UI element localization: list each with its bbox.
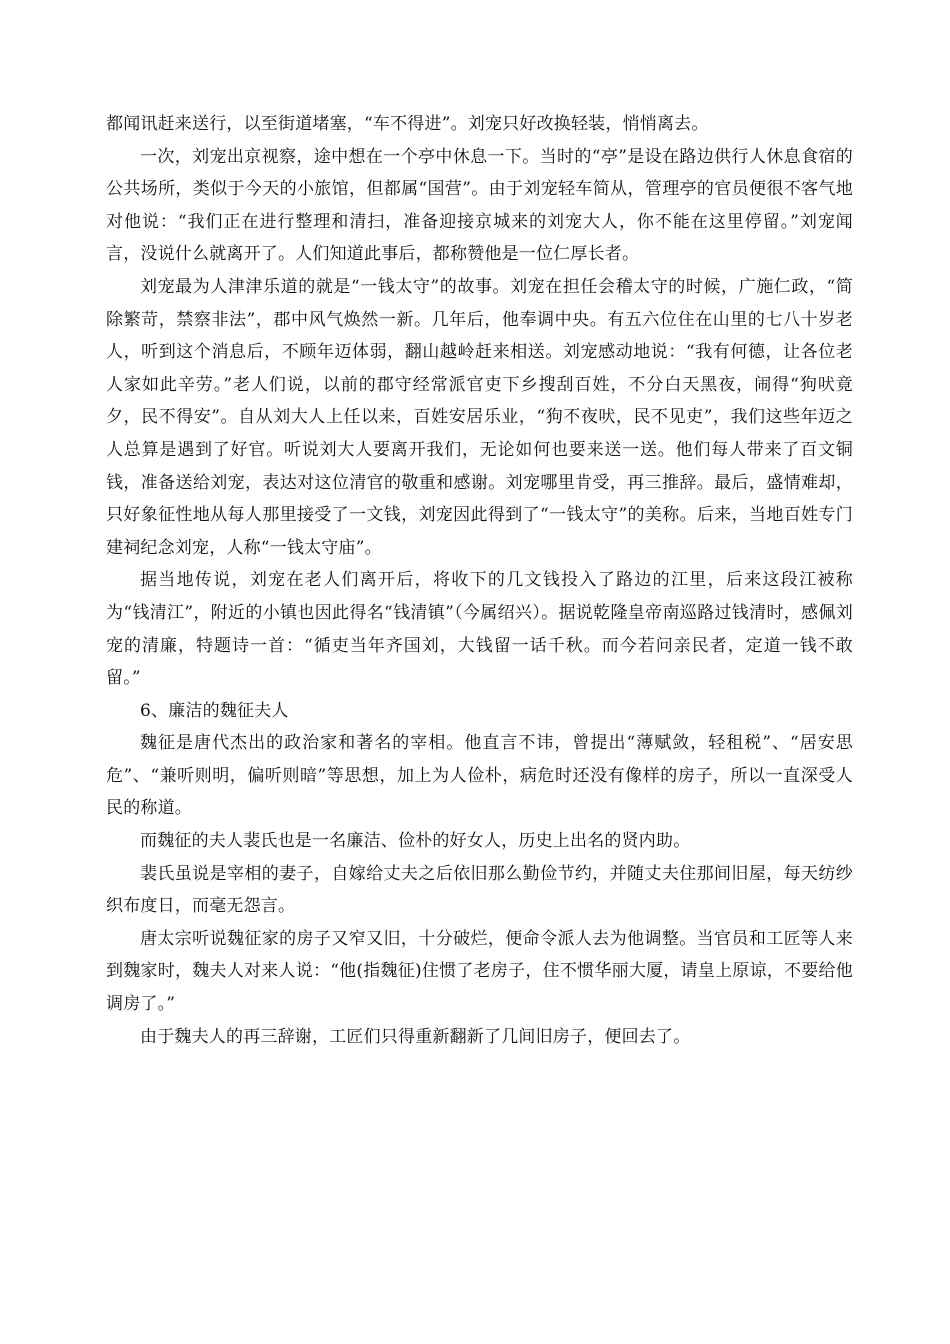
section-heading: 6、廉洁的魏征夫人 bbox=[140, 700, 289, 721]
paragraph-continuation: 都闻讯赶来送行，以至街道堵塞，“车不得进”。刘宠只好改换轻装，悄悄离去。 bbox=[106, 114, 709, 134]
paragraph: 一次，刘宠出京视察，途中想在一个亭中休息一下。当时的“亭”是设在路边供行人休息食宿的公共场所，类似于今天的小旅馆，但都属“国营”。由于刘宠轻车简从，管理亭的官员便很不客气地对他说：“我们正在进行整理和清扫，准备迎接京城来的刘宠大人，你不能在这里停留。”刘宠闻言，没说什么就离开了。人们知道此事后，都称赞他是一位仁厚长者。 bbox=[106, 146, 853, 265]
paragraph: 由于魏夫人的再三辞谢，工匠们只得重新翻新了几间旧房子，便回去了。 bbox=[140, 1026, 691, 1047]
paragraph: 唐太宗听说魏征家的房子又窄又旧，十分破烂，便命令派人去为他调整。当官员和工匠等人来到魏家时，魏夫人对来人说：“他(指魏征)住惯了老房子，住不惯华丽大厦，请皇上原谅，不要给他调房了。” bbox=[106, 928, 853, 1015]
paragraph: 据当地传说，刘宠在老人们离开后，将收下的几文钱投入了路边的江里，后来这段江被称为“钱清江”，附近的小镇也因此得名“钱清镇”（今属绍兴）。据说乾隆皇帝南巡路过钱清时，感佩刘宠的清廉，特题诗一首：“循吏当年齐国刘，大钱留一话千秋。而今若问亲民者，定道一钱不敢留。” bbox=[106, 570, 853, 689]
document-body bbox=[106, 108, 853, 1053]
paragraph: 刘宠最为人津津乐道的就是“一钱太守”的故事。刘宠在担任会稽太守的时候，广施仁政，“简除繁苛，禁察非法”，郡中风气焕然一新。几年后，他奉调中央。有五六位住在山里的七八十岁老人，听到这个消息后，不顾年迈体弱，翻山越岭赶来相送。刘宠感动地说：“我有何德，让各位老人家如此辛劳。”老人们说，以前的郡守经常派官吏下乡搜刮百姓，不分白天黑夜，闹得“狗吠竟夕，民不得安”。自从刘大人上任以来，百姓安居乐业，“狗不夜吠，民不见吏”，我们这些年迈之人总算是遇到了好官。听说刘大人要离开我们，无论如何也要来送一送。他们每人带来了百文铜钱，准备送给刘宠，表达对这位清官的敬重和感谢。刘宠哪里肯受，再三推辞。最后，盛情难却，只好象征性地从每人那里接受了一文钱，刘宠因此得到了“一钱太守”的美称。后来，当地百姓专门建祠纪念刘宠，人称“一钱太守庙”。 bbox=[106, 276, 853, 558]
paragraph: 魏征是唐代杰出的政治家和著名的宰相。他直言不讳，曾提出“薄赋敛，轻租税”、“居安思危”、“兼听则明，偏听则暗”等思想，加上为人俭朴，病危时还没有像样的房子，所以一直深受人民的称道。 bbox=[106, 733, 853, 819]
paragraph: 裴氏虽说是宰相的妻子，自嫁给丈夫之后依旧那么勤俭节约，并随丈夫住那间旧屋，每天纺纱织布度日，而毫无怨言。 bbox=[106, 863, 853, 917]
paragraph: 而魏征的夫人裴氏也是一名廉洁、俭朴的好女人，历史上出名的贤内助。 bbox=[140, 831, 691, 852]
